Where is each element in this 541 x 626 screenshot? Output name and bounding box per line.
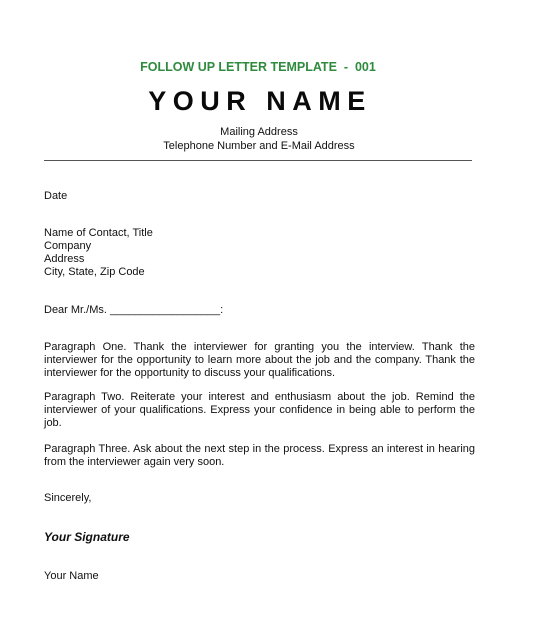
mailing-address: Mailing Address bbox=[220, 126, 298, 138]
template-title: FOLLOW UP LETTER TEMPLATE - 001 bbox=[140, 60, 376, 74]
recipient-address: Address bbox=[44, 253, 85, 265]
salutation: Dear Mr./Ms. __________________: bbox=[44, 304, 224, 316]
header-divider bbox=[44, 160, 472, 161]
letter-date: Date bbox=[44, 190, 68, 202]
contact-info-block bbox=[0, 125, 518, 153]
recipient-name-title: Name of Contact, Title bbox=[44, 227, 153, 239]
telephone-email: Telephone Number and E-Mail Address bbox=[163, 140, 355, 152]
paragraph-three: Paragraph Three. Ask about the next step in the process. Express an interest in hearing from the interviewer again very soon. bbox=[44, 443, 475, 468]
recipient-company: Company bbox=[44, 240, 92, 252]
closing: Sincerely, bbox=[44, 492, 92, 504]
recipient-block bbox=[44, 227, 475, 279]
printed-name: Your Name bbox=[44, 570, 99, 582]
recipient-city-state-zip: City, State, Zip Code bbox=[44, 266, 145, 278]
signature: Your Signature bbox=[44, 530, 130, 544]
paragraph-two: Paragraph Two. Reiterate your interest and enthusiasm about the job. Remind the interviewer of your qualifications. Express your confidence in being able to perform the job. bbox=[44, 391, 475, 429]
paragraph-one: Paragraph One. Thank the interviewer for granting you the interview. Thank the interviewer for the opportunity to learn more about the job and the company. Thank the interviewer for the opportunity to discuss your qualifications. bbox=[44, 341, 475, 379]
applicant-name-heading: YOUR NAME bbox=[148, 86, 372, 116]
